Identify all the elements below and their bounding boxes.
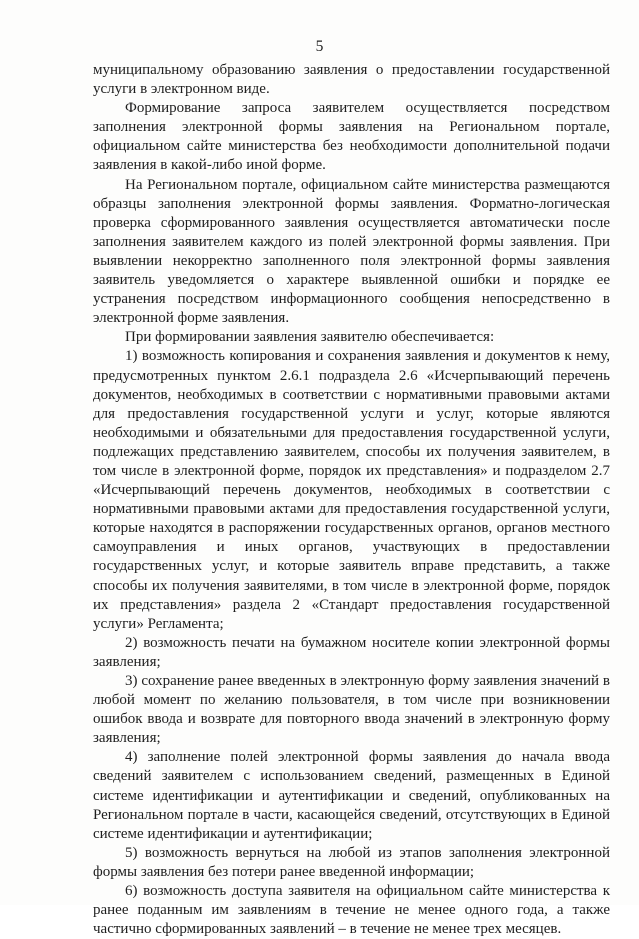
list-item: 5) возможность вернуться на любой из этапов заполнения электронной формы заявления без потери ранее введенной информации; [93,844,610,880]
paragraph: При формировании заявления заявителю обеспечивается: [125,329,495,346]
paragraph: муниципальному образованию заявления о предоставлении государственной услуги в электронном виде. [93,62,610,98]
paragraph: На Региональном портале, официальном сайте министерства размещаются образцы заполнения электронной формы заявления. Форматно-логическая проверка сформированного заявления осуществляется автоматически после заполнения заявителем каждого из полей электронной формы заявления. При выявлении некорректно заполненного поля электронной формы заявления заявитель уведомляется о характере выявленной ошибки и порядке ее устранения посредством информационного сообщения непосредственно в электронной форме заявления. [93,176,610,327]
list-item: 1) возможность копирования и сохранения заявления и документов к нему, предусмотренных пунктом 2.6.1 подраздела 2.6 «Исчерпывающий перечень документов, необходимых в соответствии с нормативными правовыми актами для предоставления государственной услуги и услуг, которые являются необходимыми и обязательными для предоставления государственной услуги, подлежащих представлению заявителем, способы их получения заявителем, в том числе в электронной форме, порядок их представления» и подразделом 2.7 «Исчерпывающий перечень документов, необходимых в соответствии с нормативными правовыми актами для предоставления государственной услуги, которые находятся в распоряжении государственных органов, органов местного самоуправления и иных органов, участвующих в предоставлении государственных услуг, и которые заявитель вправе представить, а также способы их получения заявителями, в том числе в электронной форме, порядок их представления» раздела 2 «Стандарт предоставления государственной услуги» Регламента; [93,348,610,632]
document-body [93,61,610,939]
list-item: 6) возможность доступа заявителя на официальном сайте министерства к ранее поданным им заявлениям в течение не менее одного года, а также частично сформированных заявлений – в течение не менее трех месяцев. [93,883,610,938]
list-item: 4) заполнение полей электронной формы заявления до начала ввода сведений заявителем с использованием сведений, размещенных в Единой системе идентификации и аутентификации и сведений, опубликованных на Региональном портале в части, касающейся сведений, отсутствующих в Единой системе идентификации и аутентификации; [93,749,610,842]
list-item: 3) сохранение ранее введенных в электронную форму заявления значений в любой момент по желанию пользователя, в том числе при возникновении ошибок ввода и возврате для повторного ввода значений в электронную форму заявления; [93,673,610,747]
list-item: 2) возможность печати на бумажном носителе копии электронной формы заявления; [93,634,610,670]
paragraph: Формирование запроса заявителем осуществляется посредством заполнения электронной формы заявления на Региональном портале, официальном сайте министерства без необходимости дополнительной подачи заявления в какой-либо иной форме. [93,100,610,174]
page-number: 5 [315,38,324,55]
